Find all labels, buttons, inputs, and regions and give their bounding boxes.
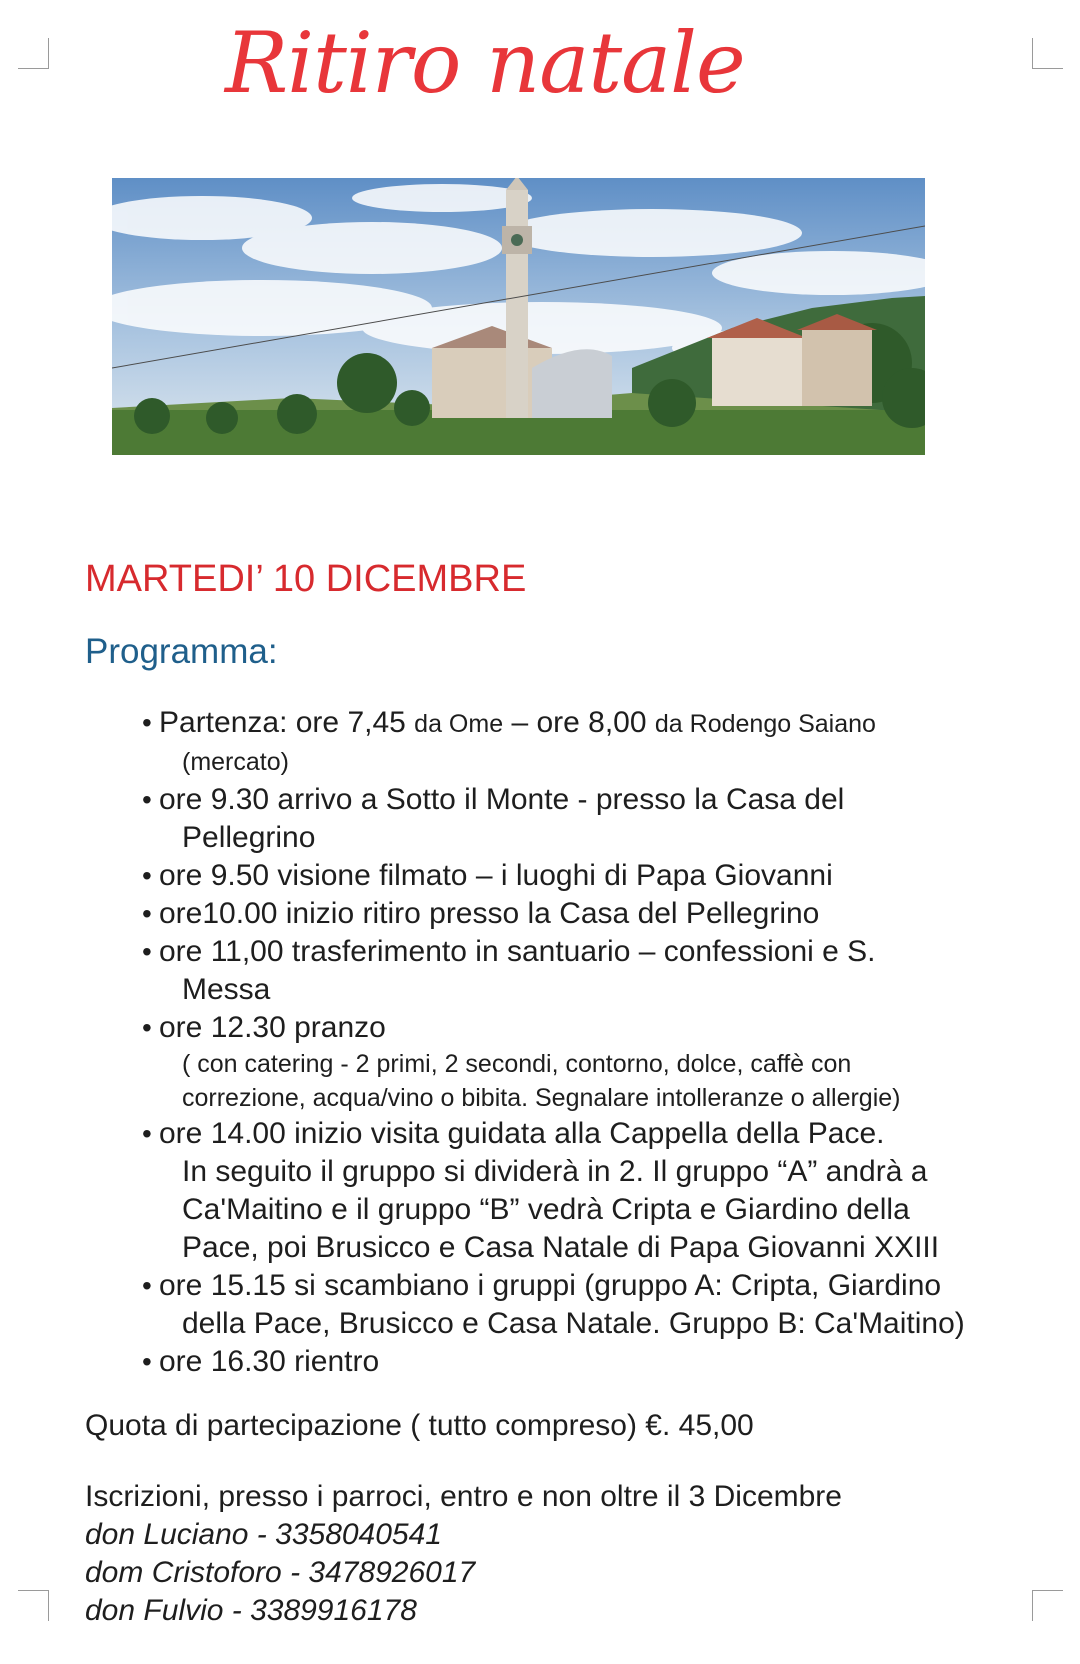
item-place: da Rodengo Saiano bbox=[654, 710, 876, 738]
crop-mark-bottom-right bbox=[1032, 1590, 1063, 1621]
programma-heading: Programma: bbox=[85, 632, 278, 671]
item-text: ore 11,00 trasferimento in santuario – confessioni e S. bbox=[159, 935, 876, 968]
bullet-icon: • bbox=[142, 1118, 152, 1149]
item-text: ore 16.30 rientro bbox=[159, 1345, 380, 1378]
list-item bbox=[142, 1267, 1047, 1343]
bullet-icon: • bbox=[142, 898, 152, 929]
item-place: da Ome bbox=[414, 710, 504, 738]
bullet-icon: • bbox=[142, 860, 152, 891]
item-continuation: In seguito il gruppo si dividerà in 2. Il gruppo “A” andrà a bbox=[182, 1155, 928, 1188]
event-date: MARTEDI’ 10 DICEMBRE bbox=[85, 558, 527, 600]
item-note: correzione, acqua/vino o bibita. Segnalare intolleranze o allergie) bbox=[182, 1084, 901, 1112]
item-text: ore 14.00 inizio visita guidata alla Cappella della Pace. bbox=[159, 1117, 885, 1150]
list-item bbox=[142, 1343, 1047, 1381]
list-item bbox=[142, 895, 1047, 933]
participation-fee: Quota di partecipazione ( tutto compreso) €. 45,00 bbox=[85, 1409, 754, 1442]
sanctuary-photo bbox=[112, 178, 925, 455]
bullet-icon: • bbox=[142, 1012, 152, 1043]
item-continuation: Pellegrino bbox=[182, 821, 316, 854]
bullet-icon: • bbox=[142, 707, 152, 738]
item-text: ore 9.30 arrivo a Sotto il Monte - presso la Casa del bbox=[159, 783, 845, 816]
crop-mark-bottom-left bbox=[18, 1590, 49, 1621]
item-text-mid: – ore 8,00 bbox=[503, 706, 655, 739]
item-text: Partenza: ore 7,45 bbox=[159, 706, 415, 739]
program-list bbox=[142, 704, 1047, 1381]
item-text: ore 12.30 pranzo bbox=[159, 1011, 386, 1044]
item-continuation: (mercato) bbox=[182, 748, 289, 776]
list-item bbox=[142, 704, 1047, 781]
page-title: Ritiro natale bbox=[225, 14, 745, 112]
list-item bbox=[142, 1115, 1047, 1267]
item-continuation: Pace, poi Brusicco e Casa Natale di Papa Giovanni XXIII bbox=[182, 1231, 940, 1264]
list-item bbox=[142, 1009, 1047, 1115]
crop-mark-top-left bbox=[18, 38, 49, 69]
contact-cristoforo: dom Cristoforo - 3478926017 bbox=[85, 1556, 476, 1589]
list-item bbox=[142, 933, 1047, 1009]
item-text: ore 15.15 si scambiano i gruppi (gruppo A: Cripta, Giardino bbox=[159, 1269, 942, 1302]
crop-mark-top-right bbox=[1032, 38, 1063, 69]
list-item bbox=[142, 857, 1047, 895]
item-continuation: Ca'Maitino e il gruppo “B” vedrà Cripta e Giardino della bbox=[182, 1193, 910, 1226]
item-continuation: Messa bbox=[182, 973, 271, 1006]
bullet-icon: • bbox=[142, 1270, 152, 1301]
bullet-icon: • bbox=[142, 1346, 152, 1377]
bullet-icon: • bbox=[142, 936, 152, 967]
bullet-icon: • bbox=[142, 784, 152, 815]
contact-luciano: don Luciano - 3358040541 bbox=[85, 1518, 442, 1551]
list-item bbox=[142, 781, 1047, 857]
item-text: ore 9.50 visione filmato – i luoghi di Papa Giovanni bbox=[159, 859, 833, 892]
item-text: ore10.00 inizio ritiro presso la Casa del Pellegrino bbox=[159, 897, 820, 930]
registration-info: Iscrizioni, presso i parroci, entro e non oltre il 3 Dicembre bbox=[85, 1480, 842, 1513]
item-note: ( con catering - 2 primi, 2 secondi, contorno, dolce, caffè con bbox=[182, 1050, 852, 1078]
item-continuation: della Pace, Brusicco e Casa Natale. Gruppo B: Ca'Maitino) bbox=[182, 1307, 965, 1340]
contact-fulvio: don Fulvio - 3389916178 bbox=[85, 1594, 417, 1627]
